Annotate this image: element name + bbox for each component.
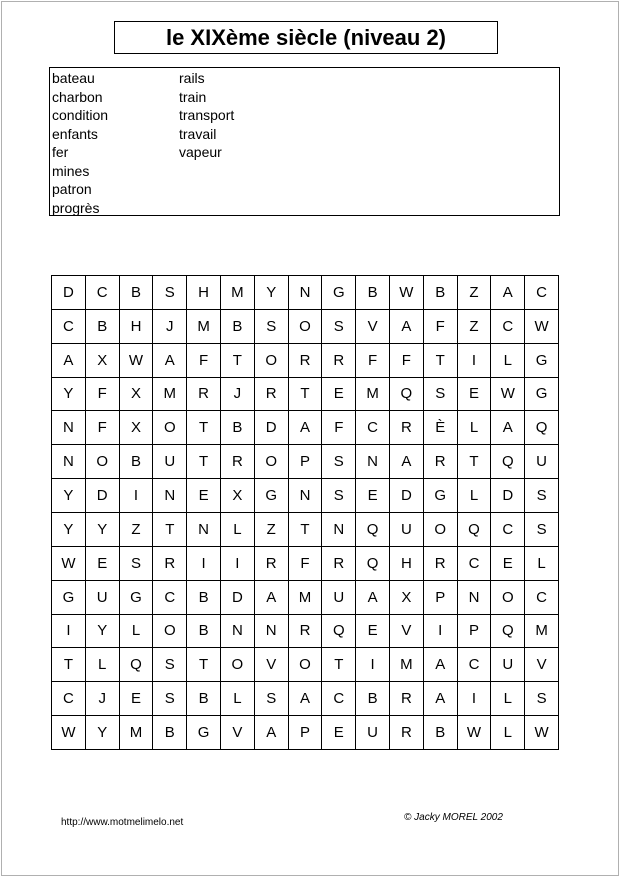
grid-cell[interactable]: S — [424, 378, 458, 412]
grid-cell[interactable]: Y — [52, 479, 86, 513]
grid-cell[interactable]: Y — [52, 378, 86, 412]
grid-cell[interactable]: B — [153, 716, 187, 750]
grid-cell[interactable]: I — [424, 615, 458, 649]
word-list-column-1 — [52, 69, 108, 217]
grid-cell[interactable]: A — [255, 581, 289, 615]
grid-cell[interactable]: J — [86, 682, 120, 716]
grid-cell[interactable]: P — [289, 445, 323, 479]
grid-cell[interactable]: C — [458, 648, 492, 682]
grid-cell[interactable]: N — [52, 411, 86, 445]
grid-cell[interactable]: R — [289, 344, 323, 378]
grid-cell[interactable]: T — [187, 445, 221, 479]
grid-cell[interactable]: R — [255, 547, 289, 581]
page-title: le XIXème siècle (niveau 2) — [114, 21, 498, 54]
grid-cell[interactable]: N — [289, 276, 323, 310]
grid-cell[interactable]: S — [255, 682, 289, 716]
grid-cell[interactable]: F — [187, 344, 221, 378]
grid-cell[interactable]: Q — [525, 411, 559, 445]
grid-cell[interactable]: C — [52, 310, 86, 344]
grid-cell[interactable]: A — [289, 682, 323, 716]
grid-cell[interactable]: Q — [120, 648, 154, 682]
grid-cell[interactable]: G — [424, 479, 458, 513]
grid-cell[interactable]: L — [458, 479, 492, 513]
word-list-item: enfants — [52, 125, 98, 142]
grid-cell[interactable]: X — [86, 344, 120, 378]
grid-cell[interactable]: I — [458, 682, 492, 716]
grid-cell[interactable]: Q — [458, 513, 492, 547]
word-list-item: fer — [52, 144, 69, 160]
grid-cell[interactable]: L — [491, 344, 525, 378]
grid-cell[interactable]: X — [221, 479, 255, 513]
grid-cell[interactable]: N — [187, 513, 221, 547]
grid-cell[interactable]: B — [187, 581, 221, 615]
grid-cell[interactable]: L — [458, 411, 492, 445]
grid-cell[interactable]: D — [221, 581, 255, 615]
grid-cell[interactable]: C — [86, 276, 120, 310]
grid-cell[interactable]: S — [153, 276, 187, 310]
grid-cell[interactable]: R — [390, 716, 424, 750]
grid-cell[interactable]: O — [221, 648, 255, 682]
grid-cell[interactable]: V — [525, 648, 559, 682]
grid-cell[interactable]: B — [356, 276, 390, 310]
grid-cell[interactable]: R — [390, 682, 424, 716]
grid-cell[interactable]: S — [525, 479, 559, 513]
word-list — [49, 67, 560, 216]
grid-cell[interactable]: W — [525, 310, 559, 344]
grid-cell[interactable]: B — [187, 682, 221, 716]
grid-cell[interactable]: E — [491, 547, 525, 581]
grid-cell[interactable]: M — [153, 378, 187, 412]
grid-cell[interactable]: L — [86, 648, 120, 682]
grid-cell[interactable]: B — [221, 310, 255, 344]
grid-cell[interactable]: M — [356, 378, 390, 412]
grid-cell[interactable]: Q — [491, 615, 525, 649]
footer-url[interactable]: http://www.motmelimelo.net — [61, 817, 184, 828]
grid-cell[interactable]: Y — [52, 513, 86, 547]
grid-cell[interactable]: F — [289, 547, 323, 581]
grid-cell[interactable]: R — [424, 445, 458, 479]
grid-cell[interactable]: G — [120, 581, 154, 615]
grid-cell[interactable]: L — [491, 682, 525, 716]
grid-cell[interactable]: W — [491, 378, 525, 412]
grid-cell[interactable]: B — [356, 682, 390, 716]
grid-cell[interactable]: S — [322, 310, 356, 344]
grid-cell[interactable]: N — [221, 615, 255, 649]
word-list-item: transport — [179, 107, 235, 123]
grid-cell[interactable]: M — [120, 716, 154, 750]
grid-cell[interactable]: B — [86, 310, 120, 344]
grid-cell[interactable]: F — [390, 344, 424, 378]
grid-cell[interactable]: W — [52, 547, 86, 581]
grid-cell[interactable]: M — [221, 276, 255, 310]
word-list-item: patron — [52, 181, 92, 197]
grid-cell[interactable]: G — [255, 479, 289, 513]
grid-cell[interactable]: X — [120, 378, 154, 412]
grid-cell[interactable]: C — [52, 682, 86, 716]
grid-cell[interactable]: F — [86, 378, 120, 412]
grid-cell[interactable]: O — [153, 615, 187, 649]
grid-cell[interactable]: L — [221, 682, 255, 716]
grid-cell[interactable]: T — [289, 513, 323, 547]
grid-cell[interactable]: O — [491, 581, 525, 615]
grid-cell[interactable]: R — [322, 344, 356, 378]
grid-cell[interactable]: C — [322, 682, 356, 716]
grid-cell[interactable]: E — [86, 547, 120, 581]
grid-cell[interactable]: L — [491, 716, 525, 750]
grid-cell[interactable]: O — [86, 445, 120, 479]
grid-cell[interactable]: I — [52, 615, 86, 649]
grid-cell[interactable]: P — [424, 581, 458, 615]
grid-cell[interactable]: A — [491, 411, 525, 445]
grid-cell[interactable]: G — [322, 276, 356, 310]
grid-cell[interactable]: L — [221, 513, 255, 547]
grid-cell[interactable]: N — [255, 615, 289, 649]
grid-cell[interactable]: R — [187, 378, 221, 412]
grid-cell[interactable]: N — [322, 513, 356, 547]
grid-cell[interactable]: R — [390, 411, 424, 445]
grid-cell[interactable]: P — [458, 615, 492, 649]
grid-cell[interactable]: D — [86, 479, 120, 513]
grid-cell[interactable]: O — [424, 513, 458, 547]
grid-cell[interactable]: I — [458, 344, 492, 378]
grid-cell[interactable]: O — [289, 648, 323, 682]
grid-cell[interactable]: U — [356, 716, 390, 750]
grid-cell[interactable]: S — [322, 445, 356, 479]
word-search-grid — [51, 275, 559, 750]
grid-cell[interactable]: V — [221, 716, 255, 750]
word-list-column-2 — [179, 69, 234, 162]
grid-cell[interactable]: B — [424, 716, 458, 750]
grid-cell[interactable]: U — [491, 648, 525, 682]
grid-cell[interactable]: V — [356, 310, 390, 344]
grid-cell[interactable]: A — [390, 310, 424, 344]
grid-cell[interactable]: B — [187, 615, 221, 649]
grid-cell[interactable]: J — [221, 378, 255, 412]
grid-cell[interactable]: A — [491, 276, 525, 310]
grid-cell[interactable]: T — [458, 445, 492, 479]
grid-cell[interactable]: C — [491, 310, 525, 344]
grid-cell[interactable]: A — [390, 445, 424, 479]
word-list-item: condition — [52, 107, 109, 123]
grid-cell[interactable]: A — [52, 344, 86, 378]
grid-cell[interactable]: F — [86, 411, 120, 445]
grid-cell[interactable]: Q — [390, 378, 424, 412]
grid-cell[interactable]: R — [289, 615, 323, 649]
grid-cell[interactable]: G — [525, 344, 559, 378]
grid-cell[interactable]: Q — [322, 615, 356, 649]
grid-cell[interactable]: C — [356, 411, 390, 445]
grid-cell[interactable]: T — [187, 648, 221, 682]
grid-cell[interactable]: W — [390, 276, 424, 310]
grid-cell[interactable]: B — [120, 276, 154, 310]
grid-cell[interactable]: M — [187, 310, 221, 344]
grid-cell[interactable]: E — [356, 615, 390, 649]
grid-cell[interactable]: E — [356, 479, 390, 513]
grid-cell[interactable]: Z — [255, 513, 289, 547]
grid-cell[interactable]: O — [289, 310, 323, 344]
word-list-item: travail — [179, 125, 217, 142]
grid-cell[interactable]: J — [153, 310, 187, 344]
grid-cell[interactable]: N — [153, 479, 187, 513]
grid-cell[interactable]: T — [424, 344, 458, 378]
grid-cell[interactable]: A — [356, 581, 390, 615]
grid-cell[interactable]: C — [525, 581, 559, 615]
grid-cell[interactable]: Z — [458, 310, 492, 344]
grid-cell[interactable]: N — [52, 445, 86, 479]
grid-cell[interactable]: A — [424, 648, 458, 682]
grid-cell[interactable]: R — [255, 378, 289, 412]
grid-cell[interactable]: H — [120, 310, 154, 344]
grid-cell[interactable]: H — [187, 276, 221, 310]
grid-cell[interactable]: T — [153, 513, 187, 547]
grid-cell[interactable]: D — [390, 479, 424, 513]
grid-cell[interactable]: Q — [491, 445, 525, 479]
grid-cell[interactable]: N — [458, 581, 492, 615]
grid-cell[interactable]: W — [525, 716, 559, 750]
word-list-item: bateau — [52, 70, 95, 86]
grid-cell[interactable]: C — [525, 276, 559, 310]
grid-cell[interactable]: G — [525, 378, 559, 412]
grid-cell[interactable]: S — [255, 310, 289, 344]
grid-cell[interactable]: L — [525, 547, 559, 581]
grid-cell[interactable]: Y — [86, 716, 120, 750]
grid-cell[interactable]: Q — [356, 513, 390, 547]
grid-cell[interactable]: F — [424, 310, 458, 344]
grid-cell[interactable]: M — [390, 648, 424, 682]
grid-cell[interactable]: V — [255, 648, 289, 682]
grid-cell[interactable]: S — [525, 682, 559, 716]
grid-cell[interactable]: Q — [356, 547, 390, 581]
grid-cell[interactable]: U — [86, 581, 120, 615]
grid-cell[interactable]: R — [153, 547, 187, 581]
grid-cell[interactable]: W — [120, 344, 154, 378]
grid-cell[interactable]: T — [322, 648, 356, 682]
grid-cell[interactable]: E — [187, 479, 221, 513]
grid-cell[interactable]: D — [52, 276, 86, 310]
grid-cell[interactable]: R — [221, 445, 255, 479]
grid-cell[interactable]: L — [120, 615, 154, 649]
grid-cell[interactable]: T — [187, 411, 221, 445]
grid-cell[interactable]: P — [289, 716, 323, 750]
grid-cell[interactable]: M — [289, 581, 323, 615]
grid-cell[interactable]: S — [525, 513, 559, 547]
grid-cell[interactable]: N — [356, 445, 390, 479]
grid-cell[interactable]: S — [153, 682, 187, 716]
grid-cell[interactable]: E — [322, 716, 356, 750]
grid-cell[interactable]: O — [153, 411, 187, 445]
grid-cell[interactable]: X — [390, 581, 424, 615]
grid-cell[interactable]: Z — [458, 276, 492, 310]
grid-cell[interactable]: F — [356, 344, 390, 378]
grid-cell[interactable]: H — [390, 547, 424, 581]
grid-cell[interactable]: Y — [86, 513, 120, 547]
word-list-item: mines — [52, 162, 90, 179]
word-list-item: rails — [179, 70, 205, 86]
grid-cell[interactable]: G — [187, 716, 221, 750]
grid-cell[interactable]: N — [289, 479, 323, 513]
grid-cell[interactable]: E — [322, 378, 356, 412]
grid-cell[interactable]: Y — [86, 615, 120, 649]
grid-cell[interactable]: E — [458, 378, 492, 412]
grid-cell[interactable]: A — [424, 682, 458, 716]
grid-cell[interactable]: I — [120, 479, 154, 513]
grid-cell[interactable]: B — [221, 411, 255, 445]
grid-cell[interactable]: O — [255, 445, 289, 479]
grid-cell[interactable]: A — [153, 344, 187, 378]
grid-cell[interactable]: B — [424, 276, 458, 310]
grid-cell[interactable]: A — [255, 716, 289, 750]
grid-cell[interactable]: C — [491, 513, 525, 547]
grid-cell[interactable]: U — [525, 445, 559, 479]
grid-cell[interactable]: B — [120, 445, 154, 479]
grid-cell[interactable]: U — [153, 445, 187, 479]
grid-cell[interactable]: T — [221, 344, 255, 378]
grid-cell[interactable]: Y — [255, 276, 289, 310]
grid-cell[interactable]: I — [187, 547, 221, 581]
grid-cell[interactable]: A — [289, 411, 323, 445]
word-list-item: progrès — [52, 199, 100, 216]
grid-cell[interactable]: D — [255, 411, 289, 445]
grid-cell[interactable]: M — [525, 615, 559, 649]
grid-cell[interactable]: U — [390, 513, 424, 547]
grid-cell[interactable]: R — [322, 547, 356, 581]
grid-cell[interactable]: E — [120, 682, 154, 716]
grid-cell[interactable]: F — [322, 411, 356, 445]
word-list-item: vapeur — [179, 144, 222, 160]
grid-cell[interactable]: S — [120, 547, 154, 581]
grid-cell[interactable]: È — [424, 411, 458, 445]
grid-cell[interactable]: W — [458, 716, 492, 750]
grid-cell[interactable]: C — [153, 581, 187, 615]
grid-cell[interactable]: D — [491, 479, 525, 513]
grid-cell[interactable]: S — [153, 648, 187, 682]
grid-cell[interactable]: X — [120, 411, 154, 445]
word-list-item: charbon — [52, 88, 103, 105]
grid-cell[interactable]: G — [52, 581, 86, 615]
grid-cell[interactable]: U — [322, 581, 356, 615]
grid-cell[interactable]: C — [458, 547, 492, 581]
grid-cell[interactable]: T — [52, 648, 86, 682]
word-list-item: train — [179, 88, 207, 105]
grid-cell[interactable]: V — [390, 615, 424, 649]
grid-cell[interactable]: O — [255, 344, 289, 378]
footer-copyright: © Jacky MOREL 2002 — [404, 812, 503, 823]
grid-cell[interactable]: R — [424, 547, 458, 581]
grid-cell[interactable]: W — [52, 716, 86, 750]
grid-cell[interactable]: Z — [120, 513, 154, 547]
grid-cell[interactable]: T — [289, 378, 323, 412]
grid-cell[interactable]: I — [221, 547, 255, 581]
grid-cell[interactable]: S — [322, 479, 356, 513]
grid-cell[interactable]: I — [356, 648, 390, 682]
